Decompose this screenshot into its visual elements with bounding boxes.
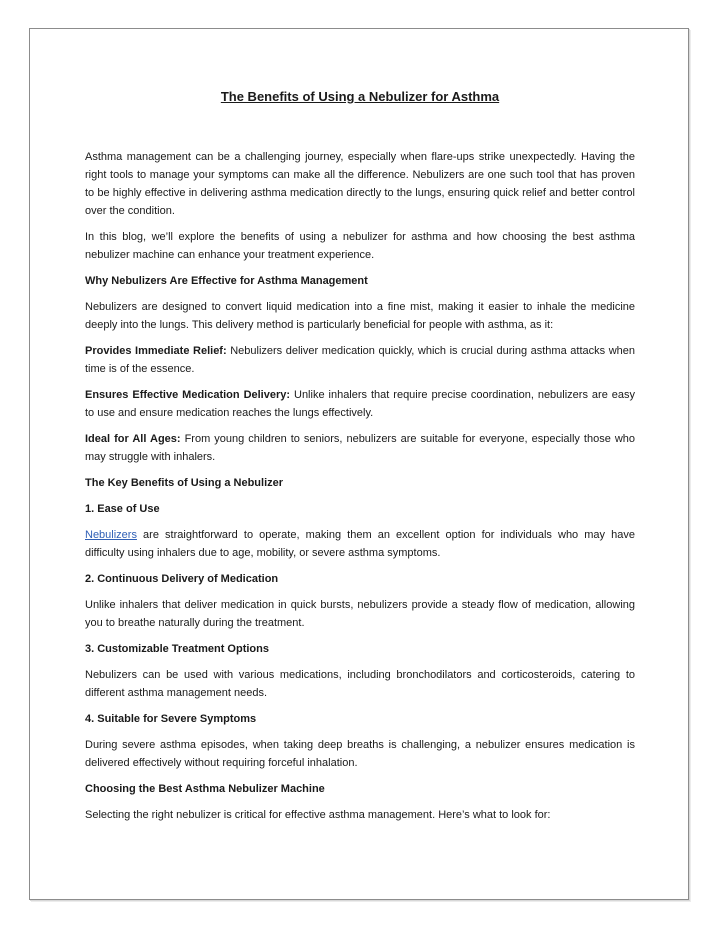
point-label: Ensures Effective Medication Delivery:: [85, 389, 291, 401]
benefit-heading-customizable: 3. Customizable Treatment Options: [85, 643, 269, 655]
point-all-ages: [85, 430, 635, 466]
section-heading-choosing: Choosing the Best Asthma Nebulizer Machine: [85, 783, 325, 795]
point-label: Provides Immediate Relief:: [85, 345, 227, 357]
benefit-heading-severe-symptoms: 4. Suitable for Severe Symptoms: [85, 713, 257, 725]
benefit-paragraph-continuous-delivery: Unlike inhalers that deliver medication in quick bursts, nebulizers provide a steady flow of medication, allowing you to breathe naturally during the treatment.: [85, 599, 635, 629]
benefit-paragraph-ease-of-use: [85, 526, 635, 562]
document-title: The Benefits of Using a Nebulizer for Asthma: [220, 89, 500, 104]
intro-paragraph-1: Asthma management can be a challenging journey, especially when flare-ups strike unexpectedly. Having the right tools to manage your symptoms can make all the difference. Nebulizers are one such tool that has proven to be highly effective in delivering asthma medication directly to the lungs, ensuring quick relief and better control over the condition.: [85, 151, 635, 217]
section-heading-effective: Why Nebulizers Are Effective for Asthma Management: [85, 275, 368, 287]
document-content: [85, 88, 635, 832]
benefit-text: are straightforward to operate, making them an excellent option for individuals who may have difficulty using inhalers due to age, mobility, or severe asthma symptoms.: [85, 529, 635, 559]
benefit-paragraph-customizable: Nebulizers can be used with various medications, including bronchodilators and corticosteroids, catering to different asthma management needs.: [85, 669, 635, 699]
benefit-heading-continuous-delivery: 2. Continuous Delivery of Medication: [85, 573, 279, 585]
point-effective-delivery: [85, 386, 635, 422]
document-page: [29, 28, 689, 900]
section-heading-benefits: The Key Benefits of Using a Nebulizer: [85, 477, 284, 489]
choosing-paragraph: Selecting the right nebulizer is critical for effective asthma management. Here’s what to look for:: [85, 809, 551, 821]
intro-paragraph-2: In this blog, we’ll explore the benefits of using a nebulizer for asthma and how choosing the best asthma nebulizer machine can enhance your treatment experience.: [85, 231, 635, 261]
point-label: Ideal for All Ages:: [85, 433, 181, 445]
nebulizers-link[interactable]: Nebulizers: [85, 529, 137, 541]
point-text: Unlike inhalers that require precise coordination, nebulizers are easy to use and ensure medication reaches the lungs effectively.: [85, 389, 635, 419]
point-immediate-relief: [85, 342, 635, 378]
point-text: Nebulizers deliver medication quickly, which is crucial during asthma attacks when time is of the essence.: [85, 345, 635, 375]
effective-paragraph: Nebulizers are designed to convert liquid medication into a fine mist, making it easier to inhale the medicine deeply into the lungs. This delivery method is particularly beneficial for people with asthma, as it:: [85, 301, 635, 331]
benefit-heading-ease-of-use: 1. Ease of Use: [85, 503, 160, 515]
point-text: From young children to seniors, nebulizers are suitable for everyone, especially those who may struggle with inhalers.: [85, 433, 636, 463]
benefit-paragraph-severe-symptoms: During severe asthma episodes, when taking deep breaths is challenging, a nebulizer ensures medication is delivered effectively without requiring forceful inhalation.: [85, 739, 635, 769]
